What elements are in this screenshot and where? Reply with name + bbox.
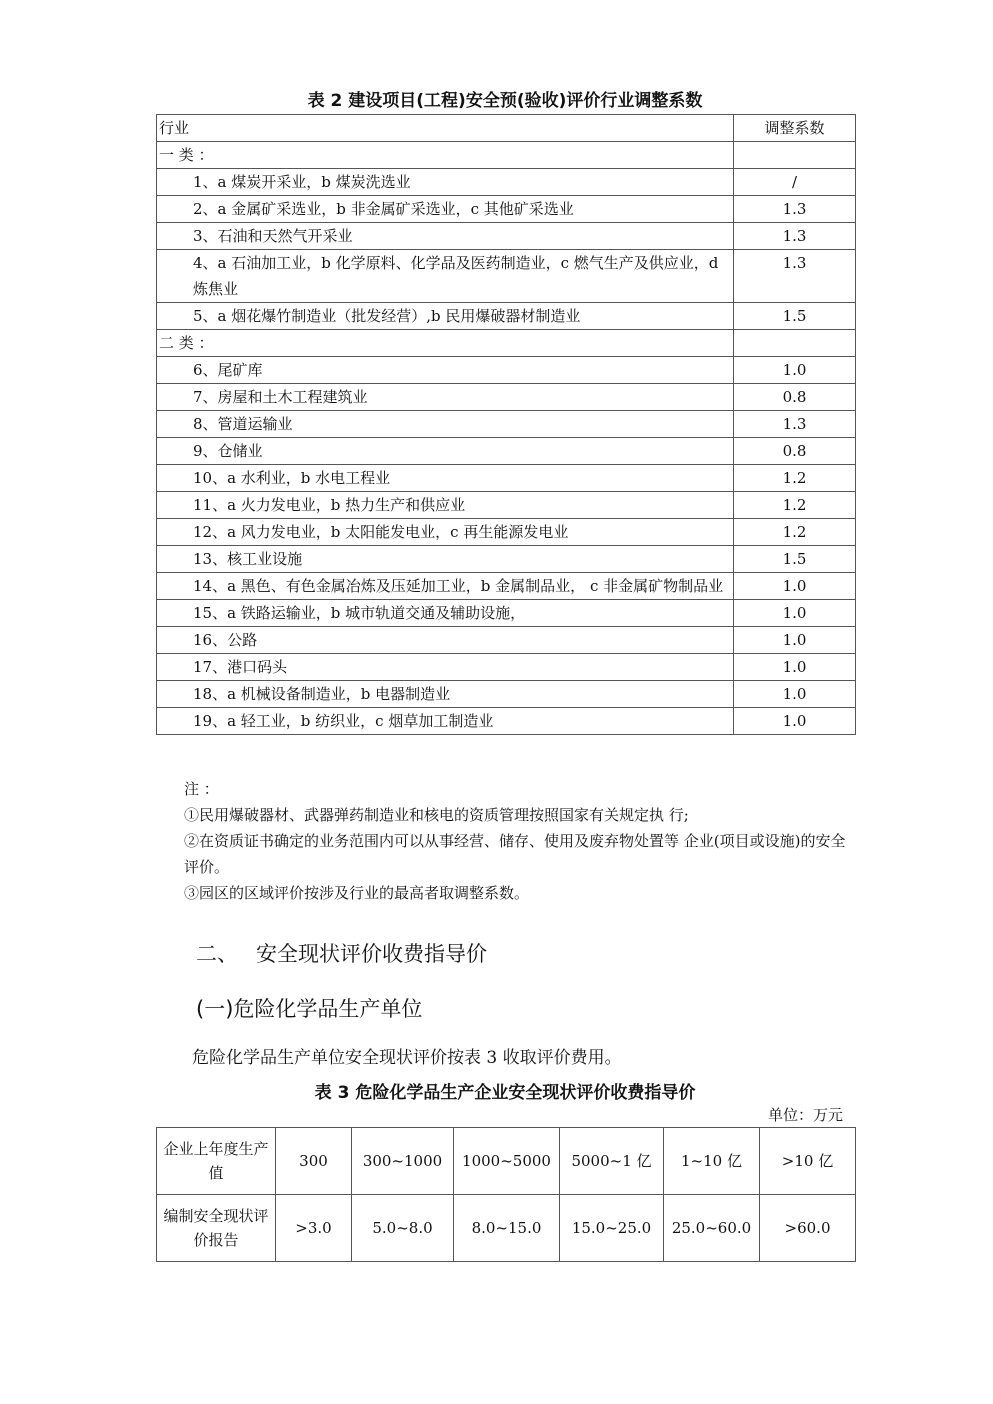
- table-cell: 25.0~60.0: [664, 1195, 760, 1262]
- coef-cell: /: [734, 169, 856, 196]
- table-cell: 300: [276, 1128, 352, 1195]
- table-row: [157, 1128, 856, 1195]
- coef-cell: 0.8: [734, 438, 856, 465]
- coef-cell: 1.3: [734, 250, 856, 303]
- coef-cell: 1.0: [734, 708, 856, 735]
- table-cell: >3.0: [276, 1195, 352, 1262]
- table2-title: 表 2 建设项目(工程)安全预(验收)评价行业调整系数: [307, 91, 703, 111]
- table-row: [157, 600, 856, 627]
- coef-cell: [734, 330, 856, 357]
- table-row: [157, 438, 856, 465]
- industry-cell: 16、公路: [157, 627, 734, 654]
- table-row: [157, 573, 856, 600]
- table-row: [157, 384, 856, 411]
- industry-cell: 4、a 石油加工业，b 化学原料、化学品及医药制造业，c 燃气生产及供应业，d 炼焦业: [157, 250, 734, 303]
- coef-cell: 1.3: [734, 411, 856, 438]
- section-heading: [196, 938, 487, 968]
- coef-cell: 1.2: [734, 492, 856, 519]
- table-header-row: [157, 115, 856, 142]
- note-item: ①民用爆破器材、武器弹药制造业和核电的资质管理按照国家有关规定执 行;: [184, 806, 689, 824]
- coef-cell: 1.0: [734, 600, 856, 627]
- table-row: [157, 223, 856, 250]
- coef-cell: 1.0: [734, 681, 856, 708]
- table-row: [157, 492, 856, 519]
- industry-cell: 2、a 金属矿采选业，b 非金属矿采选业，c 其他矿采选业: [157, 196, 734, 223]
- industry-cell: 17、港口码头: [157, 654, 734, 681]
- coef-cell: 1.0: [734, 357, 856, 384]
- coef-cell: 1.5: [734, 546, 856, 573]
- industry-cell: 1、a 煤炭开采业，b 煤炭洗选业: [157, 169, 734, 196]
- table3-title: 表 3 危险化学品生产企业安全现状评价收费指导价: [314, 1083, 696, 1103]
- row-label-report: 编制安全现状评价报告: [157, 1195, 276, 1262]
- coef-cell: [734, 142, 856, 169]
- section-number: 二、: [196, 942, 238, 966]
- table-row: [157, 1195, 856, 1262]
- notes-label: 注 ：: [184, 780, 219, 798]
- note-item: ③园区的区域评价按涉及行业的最高者取调整系数。: [184, 884, 530, 902]
- coef-cell: 1.3: [734, 196, 856, 223]
- industry-cell: 14、a 黑色、有色金属冶炼及压延加工业，b 金属制品业， c 非金属矿物制品业: [157, 573, 734, 600]
- table-row: [157, 546, 856, 573]
- industry-cell: 15、a 铁路运输业，b 城市轨道交通及辅助设施，: [157, 600, 734, 627]
- coef-cell: 1.0: [734, 573, 856, 600]
- industry-cell: 12、a 风力发电业，b 太阳能发电业，c 再生能源发电业: [157, 519, 734, 546]
- body-paragraph: 危险化学品生产单位安全现状评价按表 3 收取评价费用。: [192, 1048, 622, 1068]
- table-row: [157, 627, 856, 654]
- table-row: [157, 303, 856, 330]
- subsection-heading: (一)危险化学品生产单位: [196, 997, 423, 1021]
- coef-cell: 1.0: [734, 654, 856, 681]
- header-coef: 调整系数: [734, 115, 856, 142]
- table-row: [157, 357, 856, 384]
- category-row: [157, 142, 856, 169]
- coef-cell: 1.3: [734, 223, 856, 250]
- table-row: [157, 250, 856, 303]
- row-label-output: 企业上年度生产值: [157, 1128, 276, 1195]
- coef-cell: 1.2: [734, 465, 856, 492]
- industry-cell: 8、管道运输业: [157, 411, 734, 438]
- coef-cell: 0.8: [734, 384, 856, 411]
- table-row: [157, 654, 856, 681]
- coef-cell: 1.5: [734, 303, 856, 330]
- industry-cell: 5、a 烟花爆竹制造业（批发经营）,b 民用爆破器材制造业: [157, 303, 734, 330]
- category-row: [157, 330, 856, 357]
- industry-cell: 18、a 机械设备制造业，b 电器制造业: [157, 681, 734, 708]
- table-row: [157, 708, 856, 735]
- industry-cell: 11、a 火力发电业，b 热力生产和供应业: [157, 492, 734, 519]
- table-cell: 15.0~25.0: [560, 1195, 664, 1262]
- industry-cell: 3、石油和天然气开采业: [157, 223, 734, 250]
- table-cell: 5000~1 亿: [560, 1128, 664, 1195]
- table3-unit: 单位：万元: [767, 1106, 843, 1124]
- table-row: [157, 519, 856, 546]
- industry-cell: 13、核工业设施: [157, 546, 734, 573]
- industry-cell: 10、a 水利业，b 水电工程业: [157, 465, 734, 492]
- table-row: [157, 681, 856, 708]
- table-cell: 8.0~15.0: [454, 1195, 560, 1262]
- table-row: [157, 465, 856, 492]
- industry-cell: 6、尾矿库: [157, 357, 734, 384]
- coef-cell: 1.2: [734, 519, 856, 546]
- coef-cell: 1.0: [734, 627, 856, 654]
- fee-guide-table: [156, 1127, 856, 1262]
- table-cell: >60.0: [760, 1195, 856, 1262]
- industry-coefficient-table: [156, 114, 856, 735]
- table-row: [157, 169, 856, 196]
- table-cell: 1~10 亿: [664, 1128, 760, 1195]
- industry-cell: 7、房屋和土木工程建筑业: [157, 384, 734, 411]
- industry-cell: 19、a 轻工业，b 纺织业，c 烟草加工制造业: [157, 708, 734, 735]
- section-title: 安全现状评价收费指导价: [256, 942, 487, 966]
- table-cell: 5.0~8.0: [352, 1195, 454, 1262]
- industry-cell: 9、仓储业: [157, 438, 734, 465]
- category-label: 一 类 ：: [157, 142, 734, 169]
- table-row: [157, 196, 856, 223]
- table-cell: >10 亿: [760, 1128, 856, 1195]
- table-cell: 1000~5000: [454, 1128, 560, 1195]
- table-cell: 300~1000: [352, 1128, 454, 1195]
- header-industry: 行业: [157, 115, 734, 142]
- note-item: ②在资质证书确定的业务范围内可以从事经营、储存、使用及废弃物处置等 企业(项目或设施)的安全评价。: [184, 832, 846, 876]
- table2-notes: [160, 776, 850, 906]
- table-row: [157, 411, 856, 438]
- category-label: 二 类 ：: [157, 330, 734, 357]
